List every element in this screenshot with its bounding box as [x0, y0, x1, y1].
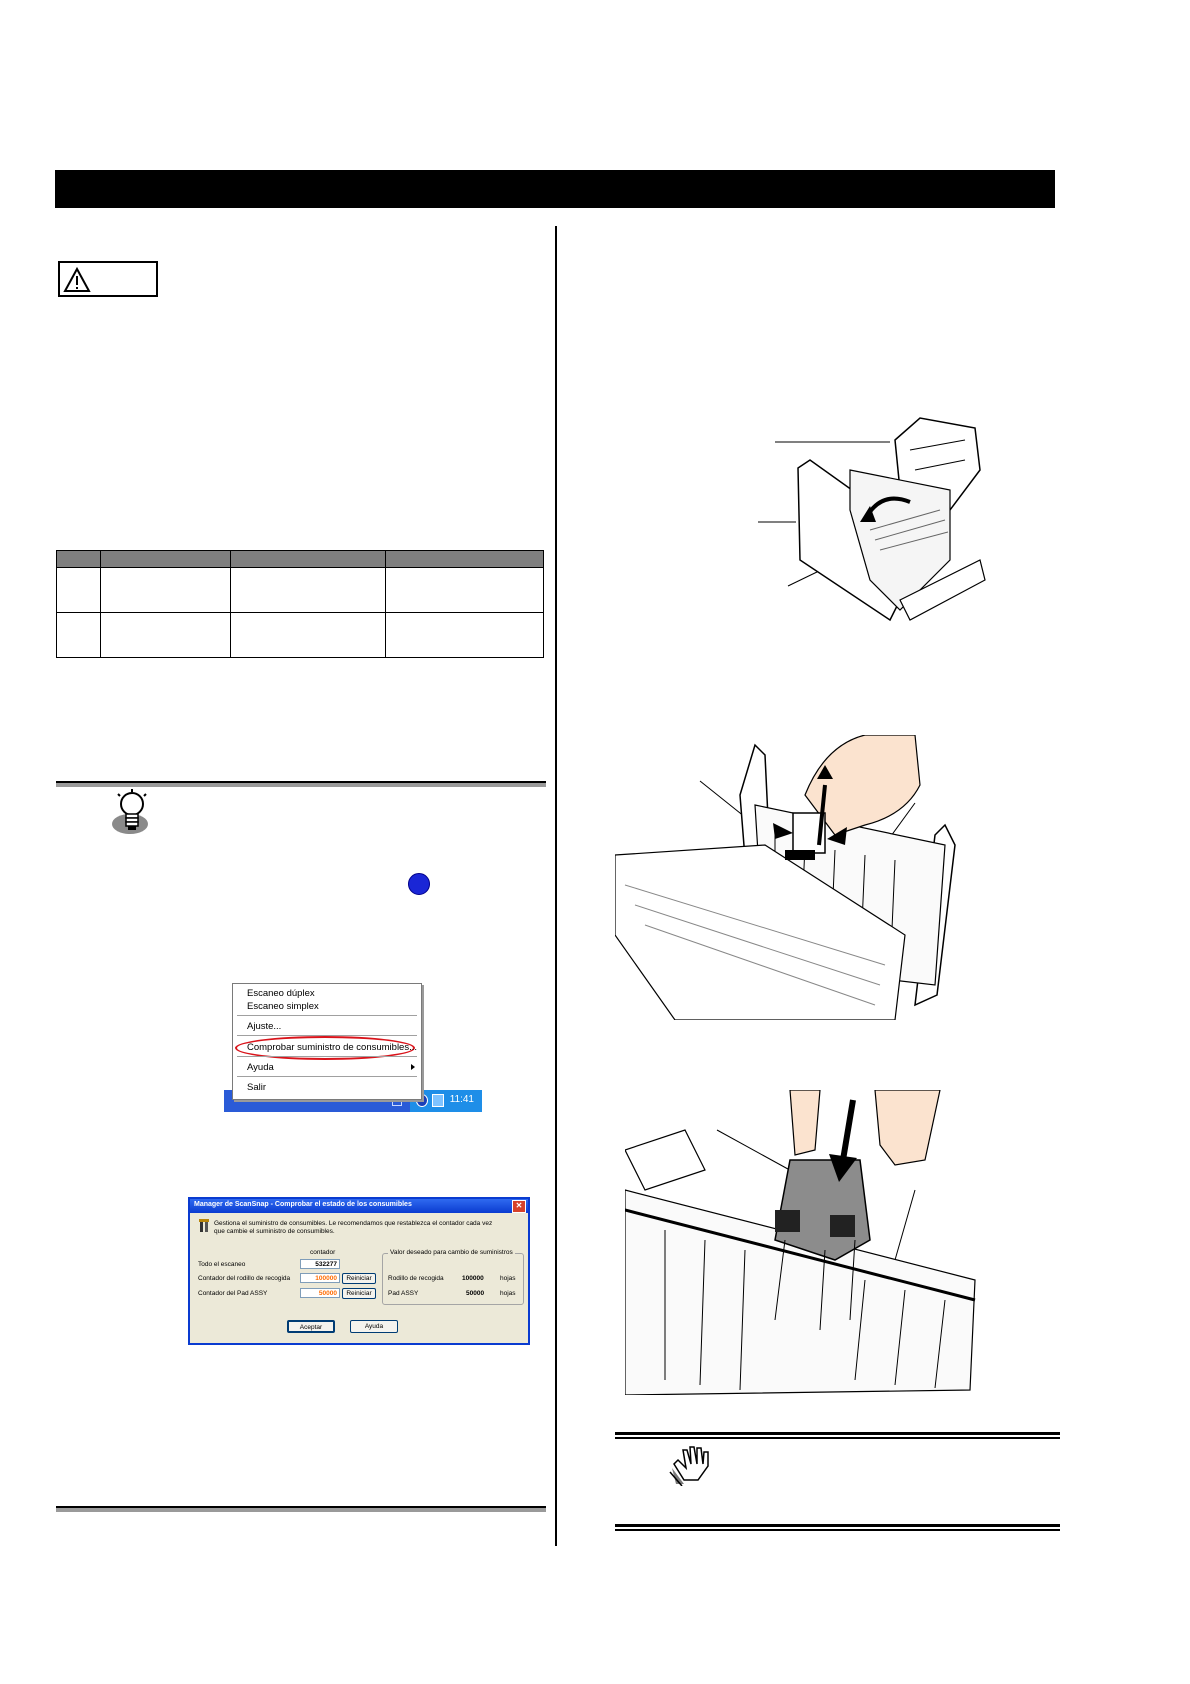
reset-pick-roller-button[interactable]: Reiniciar	[342, 1273, 376, 1284]
table-header-cell	[100, 551, 230, 568]
pad-assy-counter: 50000	[300, 1288, 340, 1298]
lightbulb-hint-icon	[106, 788, 158, 838]
table-header-cell	[230, 551, 386, 568]
table-cell	[386, 613, 544, 658]
counter-header: contador	[310, 1249, 336, 1256]
table-cell	[230, 568, 386, 613]
dialog-title-bar	[190, 1199, 528, 1213]
table-cell	[386, 568, 544, 613]
accept-button[interactable]: Aceptar	[287, 1320, 335, 1333]
hint-bottom-rule	[56, 1506, 546, 1512]
table-header-row	[57, 551, 544, 568]
dialog-description: Gestiona el suministro de consumibles. Le recomendamos que restablezca el contador cada vez	[214, 1220, 493, 1227]
submenu-arrow-icon	[411, 1064, 415, 1070]
hint-top-rule	[56, 781, 546, 787]
attention-top-rule	[615, 1432, 1060, 1439]
close-icon[interactable]: ✕	[512, 1200, 526, 1213]
menu-separator	[237, 1056, 417, 1057]
counter-label: Contador del rodillo de recogida	[198, 1275, 291, 1282]
network-tray-icon[interactable]	[432, 1094, 444, 1107]
menu-item-check-consumables[interactable]: Comprobar suministro de consumibles...	[247, 1042, 418, 1053]
target-label: Pad ASSY	[388, 1290, 419, 1297]
table-row	[57, 568, 544, 613]
scansnap-context-menu	[232, 983, 422, 1100]
target-value: 50000	[466, 1290, 485, 1297]
counter-label: Todo el escaneo	[198, 1261, 246, 1268]
group-title: Valor deseado para cambio de suministros	[390, 1249, 513, 1256]
counter-label: Contador del Pad ASSY	[198, 1290, 268, 1297]
pick-roller-counter: 100000	[300, 1273, 340, 1283]
menu-item-help[interactable]: Ayuda	[247, 1062, 274, 1073]
menu-separator	[237, 1015, 417, 1016]
menu-item-simplex-scan[interactable]: Escaneo simplex	[247, 1001, 319, 1012]
table-cell	[100, 613, 230, 658]
target-value: 100000	[462, 1275, 484, 1282]
section-header-bar	[55, 170, 1055, 208]
menu-separator	[237, 1076, 417, 1077]
menu-item-settings[interactable]: Ajuste...	[247, 1021, 282, 1032]
table-cell	[230, 613, 386, 658]
column-divider	[555, 226, 557, 1546]
tools-icon	[198, 1219, 210, 1233]
table-cell	[57, 613, 101, 658]
hand-attention-icon	[668, 1446, 716, 1486]
total-scan-counter: 532277	[300, 1259, 340, 1269]
consumables-dialog	[188, 1197, 530, 1345]
spec-table	[56, 550, 544, 658]
target-label: Rodillo de recogida	[388, 1275, 444, 1282]
table-row	[57, 613, 544, 658]
table-cell	[57, 568, 101, 613]
caution-box	[58, 261, 158, 297]
target-unit: hojas	[500, 1275, 516, 1282]
table-cell	[100, 568, 230, 613]
insert-pad-illustration	[625, 1090, 985, 1395]
tray-clock: 11:41	[449, 1094, 474, 1105]
target-unit: hojas	[500, 1290, 516, 1297]
reset-pad-assy-button[interactable]: Reiniciar	[342, 1288, 376, 1299]
dialog-description: que cambie el suministro de consumibles.	[214, 1228, 335, 1235]
menu-item-duplex-scan[interactable]: Escaneo dúplex	[247, 988, 315, 999]
remove-pad-illustration	[615, 735, 965, 1020]
scanner-open-illustration	[750, 410, 1010, 630]
menu-item-exit[interactable]: Salir	[247, 1082, 267, 1093]
warning-triangle-icon	[63, 266, 91, 294]
help-button[interactable]: Ayuda	[350, 1320, 398, 1333]
table-header-cell	[386, 551, 544, 568]
dialog-title: Manager de ScanSnap - Comprobar el estado de los consumibles	[194, 1201, 412, 1208]
scansnap-marker-dot	[408, 873, 430, 895]
table-header-cell	[57, 551, 101, 568]
attention-bottom-rule	[615, 1524, 1060, 1531]
